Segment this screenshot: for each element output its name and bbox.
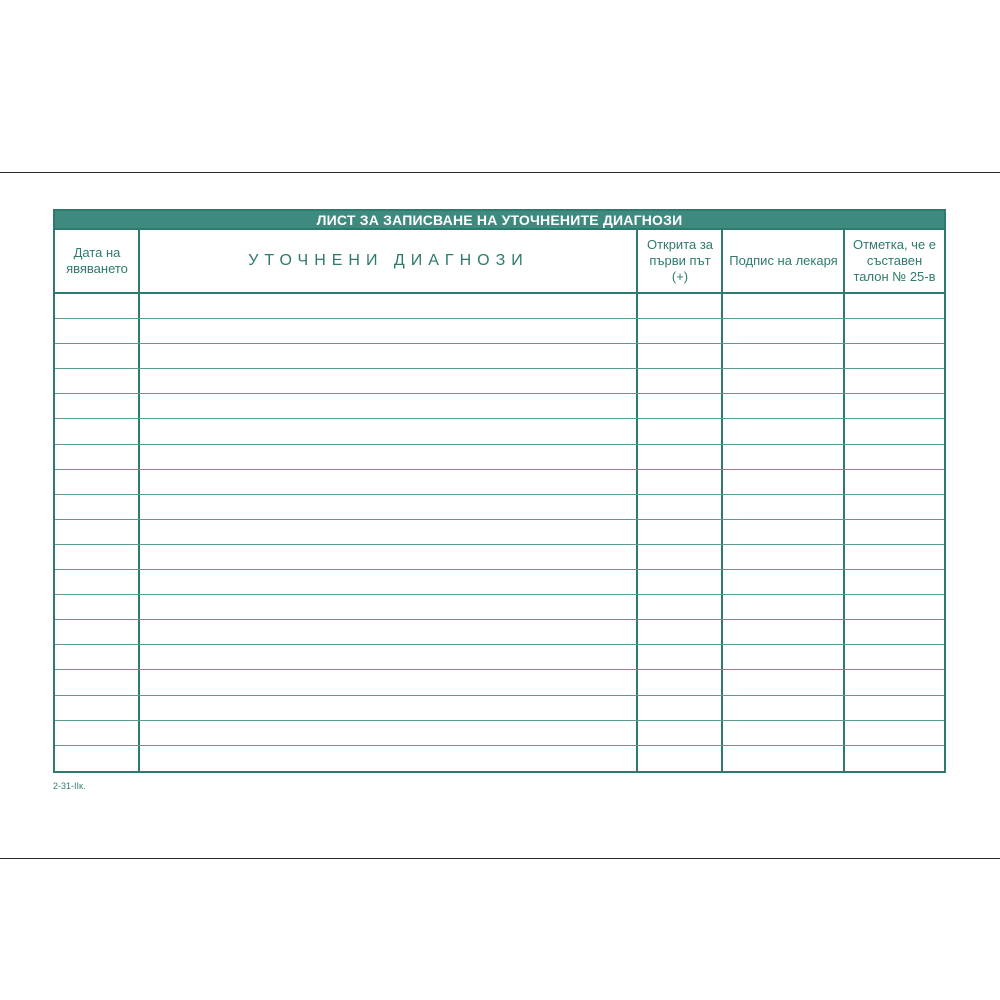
table-row[interactable] — [55, 419, 944, 444]
column-header-first-time: Открита за първи път (+) — [646, 237, 714, 284]
table-row[interactable] — [55, 721, 944, 746]
table-row[interactable] — [55, 595, 944, 620]
table-row[interactable] — [55, 369, 944, 394]
table-header — [55, 230, 944, 294]
table-row[interactable] — [55, 394, 944, 419]
table-row[interactable] — [55, 445, 944, 470]
diagnoses-form — [53, 209, 946, 773]
column-header-diagnoses: УТОЧНЕНИ ДИАГНОЗИ — [248, 252, 529, 269]
table-row[interactable] — [55, 670, 944, 695]
column-header-signature: Подпис на лекаря — [729, 253, 838, 268]
table-row[interactable] — [55, 520, 944, 545]
table-row[interactable] — [55, 545, 944, 570]
table-row[interactable] — [55, 746, 944, 771]
table-row[interactable] — [55, 344, 944, 369]
form-title: ЛИСТ ЗА ЗАПИСВАНЕ НА УТОЧНЕНИТЕ ДИАГНОЗИ — [55, 211, 944, 230]
form-code: 2-31-IIк. — [53, 781, 86, 791]
table-row[interactable] — [55, 696, 944, 721]
table-row[interactable] — [55, 470, 944, 495]
table-row[interactable] — [55, 645, 944, 670]
table-row[interactable] — [55, 620, 944, 645]
table-body — [55, 294, 944, 771]
page-top-edge — [0, 172, 1000, 173]
table-row[interactable] — [55, 495, 944, 520]
table-row[interactable] — [55, 570, 944, 595]
table-row[interactable] — [55, 319, 944, 344]
page-bottom-edge — [0, 858, 1000, 859]
column-header-date: Дата на явяването — [66, 245, 128, 276]
table-row[interactable] — [55, 294, 944, 319]
column-header-mark: Отметка, че е съставен талон № 25-в — [852, 237, 937, 284]
